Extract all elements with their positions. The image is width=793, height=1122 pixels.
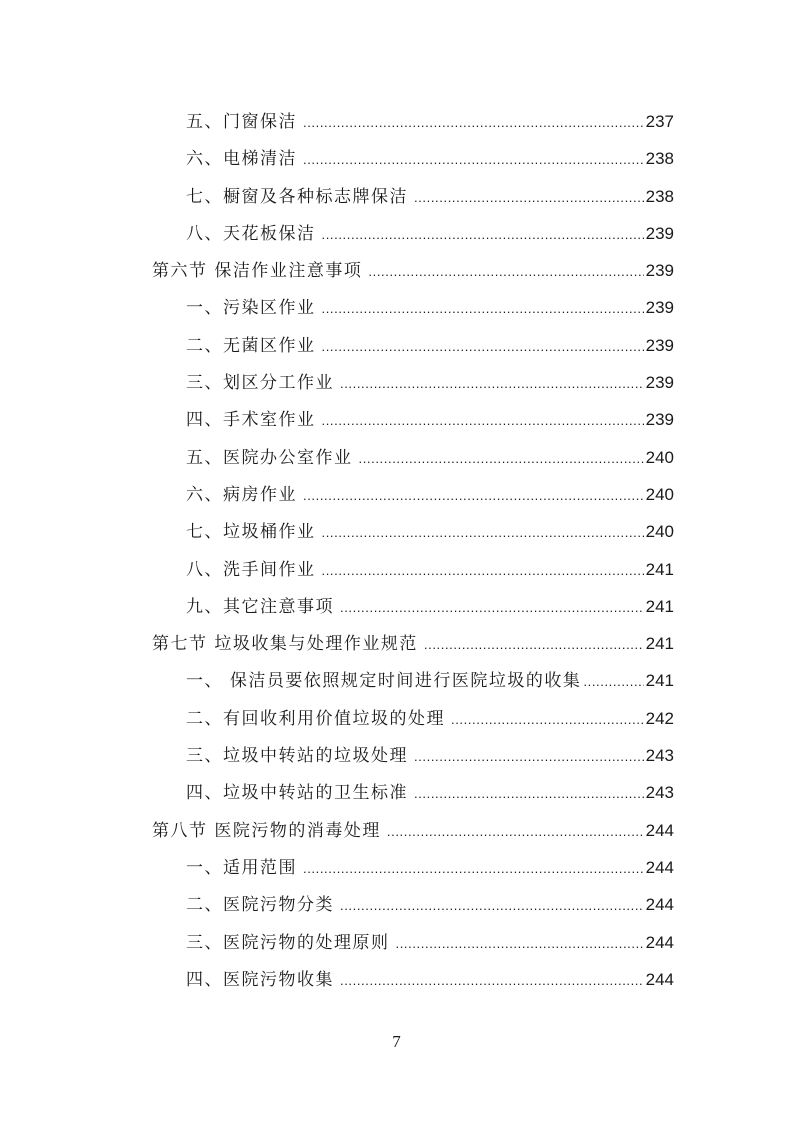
toc-section-entry[interactable]: [152, 812, 674, 849]
toc-entry[interactable]: [152, 551, 674, 588]
toc-dot-leader: [303, 141, 644, 178]
toc-entry-title: 第七节 垃圾收集与处理作业规范: [152, 634, 418, 655]
toc-dot-leader: [414, 738, 644, 775]
toc-entry-page: 239: [645, 410, 674, 430]
toc-entry-page: 239: [645, 261, 674, 281]
toc-entry[interactable]: [152, 737, 674, 774]
toc-entry[interactable]: [152, 924, 674, 961]
toc-entry[interactable]: [152, 588, 674, 625]
toc-entry[interactable]: [152, 364, 674, 401]
toc-entry-title: 七、垃圾桶作业: [186, 522, 316, 543]
toc-dot-leader: [322, 514, 644, 551]
toc-entry[interactable]: [152, 289, 674, 326]
toc-entry-title: 四、垃圾中转站的卫生标准: [186, 783, 408, 804]
toc-entry[interactable]: [152, 476, 674, 513]
toc-dot-leader: [322, 216, 644, 253]
toc-entry-title: 二、无菌区作业: [186, 335, 316, 356]
toc-dot-leader: [322, 552, 644, 589]
table-of-contents: [152, 103, 674, 998]
toc-entry-page: 239: [645, 298, 674, 318]
toc-entry-title: 八、天花板保洁: [186, 223, 316, 244]
toc-entry[interactable]: [152, 103, 674, 140]
toc-dot-leader: [322, 402, 644, 439]
toc-entry[interactable]: [152, 849, 674, 886]
toc-entry-page: 241: [645, 559, 674, 579]
toc-entry-title: 一、 保洁员要依照规定时间进行医院垃圾的收集: [186, 671, 582, 692]
toc-section-entry[interactable]: [152, 625, 674, 662]
toc-dot-leader: [583, 663, 643, 700]
toc-entry-title: 三、划区分工作业: [186, 373, 334, 394]
toc-entry-page: 237: [645, 112, 674, 131]
toc-entry[interactable]: [152, 662, 674, 699]
toc-entry-page: 244: [645, 969, 674, 989]
toc-entry-title: 五、医院办公室作业: [186, 447, 353, 468]
toc-entry-page: 241: [645, 671, 674, 691]
toc-entry-page: 239: [645, 223, 674, 243]
toc-entry[interactable]: [152, 178, 674, 215]
toc-entry[interactable]: [152, 140, 674, 177]
toc-entry[interactable]: [152, 327, 674, 364]
toc-entry[interactable]: [152, 886, 674, 923]
toc-entry[interactable]: [152, 700, 674, 737]
toc-dot-leader: [451, 701, 644, 738]
toc-dot-leader: [340, 962, 644, 999]
toc-entry[interactable]: [152, 513, 674, 550]
toc-dot-leader: [359, 440, 644, 477]
toc-entry-page: 244: [645, 895, 674, 915]
toc-entry-title: 第八节 医院污物的消毒处理: [152, 820, 381, 841]
toc-dot-leader: [303, 104, 644, 141]
toc-dot-leader: [303, 850, 644, 887]
toc-entry-page: 244: [645, 932, 674, 952]
toc-entry-page: 241: [645, 596, 674, 616]
toc-entry[interactable]: [152, 961, 674, 998]
toc-entry-page: 239: [645, 335, 674, 355]
toc-entry-title: 六、电梯清洁: [186, 149, 297, 170]
toc-entry-page: 240: [645, 484, 674, 504]
toc-entry-page: 238: [645, 149, 674, 169]
toc-entry[interactable]: [152, 439, 674, 476]
toc-entry-page: 240: [645, 522, 674, 542]
toc-entry-title: 二、有回收利用价值垃圾的处理: [186, 708, 445, 729]
toc-dot-leader: [396, 925, 644, 962]
toc-entry-page: 239: [645, 373, 674, 393]
toc-entry[interactable]: [152, 401, 674, 438]
toc-entry-title: 四、医院污物收集: [186, 969, 334, 990]
toc-section-entry[interactable]: [152, 252, 674, 289]
toc-dot-leader: [340, 365, 644, 402]
toc-entry-title: 二、医院污物分类: [186, 895, 334, 916]
toc-entry-page: 242: [645, 708, 674, 728]
toc-dot-leader: [340, 589, 644, 626]
toc-entry-title: 六、病房作业: [186, 484, 297, 505]
toc-dot-leader: [322, 328, 644, 365]
toc-entry-title: 三、垃圾中转站的垃圾处理: [186, 746, 408, 767]
toc-dot-leader: [424, 626, 644, 663]
toc-entry[interactable]: [152, 215, 674, 252]
toc-entry-title: 五、门窗保洁: [186, 112, 297, 132]
toc-entry-title: 七、橱窗及各种标志牌保洁: [186, 186, 408, 207]
toc-entry-page: 238: [645, 186, 674, 206]
toc-entry-title: 九、其它注意事项: [186, 596, 334, 617]
toc-entry-page: 244: [645, 857, 674, 877]
toc-entry-title: 四、手术室作业: [186, 410, 316, 431]
toc-entry-page: 243: [645, 746, 674, 766]
toc-dot-leader: [322, 290, 644, 327]
toc-entry-page: 243: [645, 783, 674, 803]
toc-dot-leader: [303, 477, 644, 514]
toc-entry[interactable]: [152, 774, 674, 811]
toc-entry-page: 240: [645, 447, 674, 467]
toc-dot-leader: [414, 179, 644, 216]
toc-entry-title: 八、洗手间作业: [186, 559, 316, 580]
toc-dot-leader: [414, 775, 644, 812]
toc-dot-leader: [340, 887, 644, 924]
toc-dot-leader: [368, 253, 643, 290]
toc-entry-page: 244: [645, 820, 674, 840]
page-number: 7: [392, 1032, 401, 1051]
toc-entry-title: 一、污染区作业: [186, 298, 316, 319]
toc-entry-title: 第六节 保洁作业注意事项: [152, 261, 363, 282]
toc-entry-title: 三、医院污物的处理原则: [186, 932, 390, 953]
toc-entry-title: 一、适用范围: [186, 857, 297, 878]
toc-dot-leader: [387, 813, 644, 850]
toc-entry-page: 241: [645, 634, 674, 654]
